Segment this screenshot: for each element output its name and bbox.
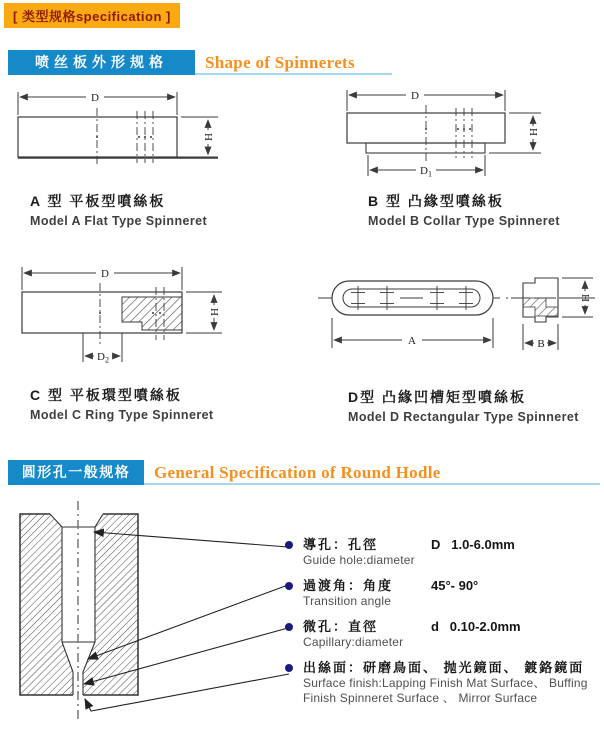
model-b-dim-d1: $D_1$ [420,165,432,179]
spec-surface-finish-zh: 出絲面：研磨鳥面、 抛光鏡面、 鍍鉻鏡面 [303,660,585,675]
model-b-caption [368,192,560,229]
model-c-dim-d: D [101,268,109,280]
round-hole-specs [285,536,601,715]
spec-guide-hole [285,536,601,568]
model-b-dim-h: H [527,128,539,136]
model-a-hole-dots [96,136,152,138]
model-c-caption-zh: C 型 平板環型噴絲板 [30,387,182,403]
page-title-badge: [ 类型规格specification ] [4,3,180,28]
model-c-caption [30,386,214,423]
model-d-caption-en: Model D Rectangular Type Spinneret [348,410,579,424]
spec-surface-finish-en: Surface finish:Lapping Finish Mat Surface、 Buffing Finish Spinneret Surface 、 Mirror Surface [303,676,588,705]
spec-guide-hole-en: Guide hole:diameter [303,553,415,567]
model-d-dim-h: H [579,294,591,302]
spec-surface-finish [285,659,601,706]
spec-capillary [285,618,601,650]
section-shape-underline [195,73,392,75]
model-a-diagram [10,84,240,209]
model-b-dim-d: D [411,90,419,102]
model-a-caption-zh: A 型 平板型噴絲板 [30,193,166,209]
model-b-hole-dots [425,128,471,130]
model-c-dim-h: H [208,308,220,316]
model-d-dim-a: A [408,335,416,347]
spec-transition-angle-zh: 過渡角：角度 [303,578,394,593]
model-a-dim-d: D [91,92,99,104]
model-d-caption [348,388,579,425]
spec-capillary-value: d 0.10-2.0mm [431,619,521,634]
model-a-caption-en: Model A Flat Type Spinneret [30,214,208,228]
model-b-caption-zh: B 型 凸緣型噴絲板 [368,193,504,209]
section-round-title-en: General Specification of Round Hodle [154,462,441,482]
spec-capillary-zh: 微孔：直徑 [303,619,379,634]
spec-transition-angle-en: Transition angle [303,594,392,608]
section-shape-title-zh: 喷丝板外形规格 [8,50,195,75]
spec-capillary-en: Capillary:diameter [303,635,404,649]
section-shape-banner [8,50,355,75]
model-c-caption-en: Model C Ring Type Spinneret [30,408,214,422]
model-d-caption-zh: D型 凸緣凹槽矩型噴絲板 [348,389,526,405]
model-a-caption [30,192,207,229]
model-a-dim-h: H [202,133,214,141]
section-shape-title-en: Shape of Spinnerets [205,52,355,72]
model-c-dim-d2: $D_2$ [97,351,109,365]
model-b-caption-en: Model B Collar Type Spinneret [368,214,560,228]
spec-guide-hole-value: D 1.0-6.0mm [431,537,515,552]
model-c-diagram [10,255,240,385]
spec-transition-angle-value: 45°- 90° [431,578,479,593]
bullet-icon [285,623,293,631]
model-d-dim-b: B [537,338,545,350]
section-round-underline [144,483,600,485]
spec-transition-angle [285,577,601,609]
spec-guide-hole-zh: 導孔：孔徑 [303,537,379,552]
bullet-icon [285,582,293,590]
bullet-icon [285,664,293,672]
section-round-banner [8,460,441,485]
bullet-icon [285,541,293,549]
section-round-title-zh: 圆形孔一般规格 [8,460,144,485]
model-d-diagram [305,260,604,390]
